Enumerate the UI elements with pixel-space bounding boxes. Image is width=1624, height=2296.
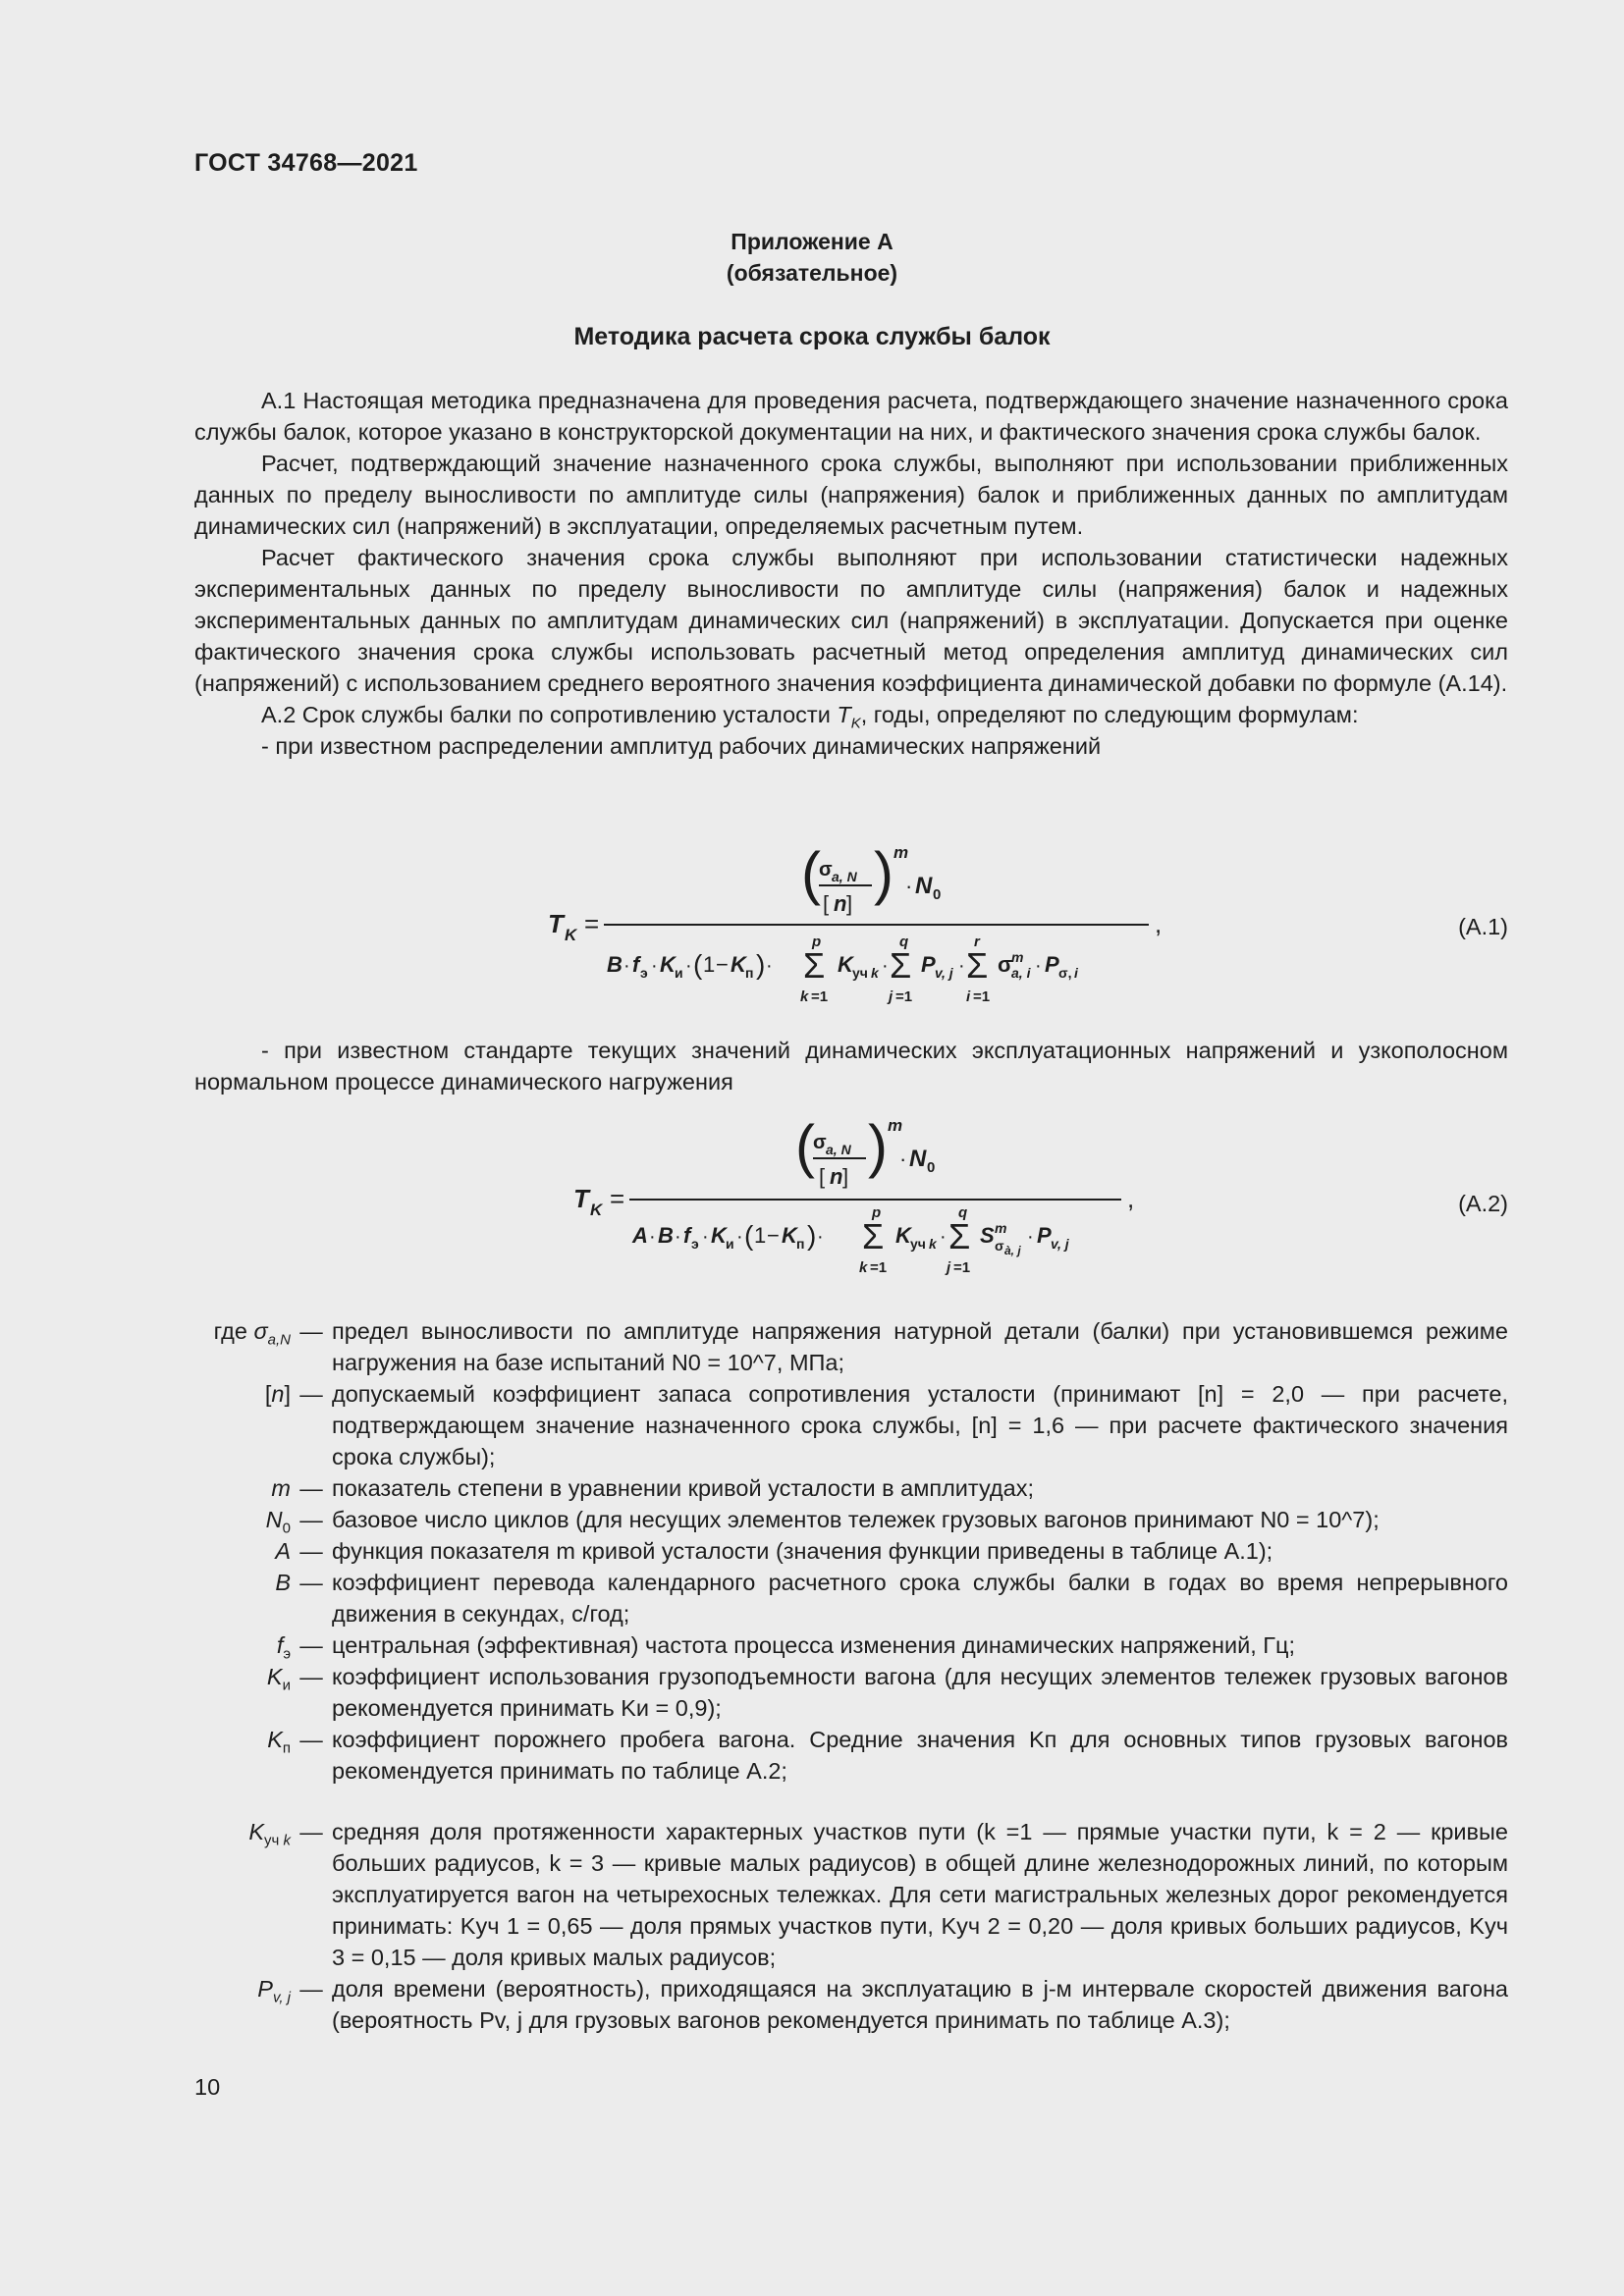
svg-text:0: 0 [927,1159,936,1176]
item-description: центральная (эффективная) частота процесса изменения динамических напряжений, Гц; [332,1632,1295,1658]
svg-text:K: K [895,1223,911,1248]
list-item: m — показатель степени в уравнении кривой усталости в амплитудах; [194,1472,1508,1504]
svg-text:·: · [958,955,965,977]
svg-text:уч: уч [910,1236,926,1252]
svg-text:j: j [889,988,893,1005]
svg-text:·: · [899,1147,907,1171]
svg-text:k: k [800,988,809,1005]
svg-text:(: ( [795,1117,815,1179]
svg-text:K: K [838,952,853,977]
svg-text:q: q [958,1204,968,1221]
svg-text:f: f [632,952,640,977]
where-lead: где [213,1318,247,1344]
page-number: 10 [194,2074,221,2100]
svg-text:(: ( [801,842,821,906]
svg-text:и: и [726,1236,734,1252]
svg-text:k: k [871,965,879,981]
svg-text:K: K [565,926,577,944]
formula-a1-number: (А.1) [1458,914,1508,939]
svg-text:[: [ [823,891,830,916]
svg-text:п: п [745,965,754,981]
item-description: коэффициент перевода календарного расчетного срока службы балки в годах во время непрерывного движения в секундах, с/год; [332,1570,1508,1627]
svg-text:и: и [675,965,683,981]
list-item: $K_{уч k}$ — средняя доля протяженности характерных участков пути (k =1 — прямые участки пути, k = 2 — кривые больших радиусов, k = 3 — кривые малых радиусов) в общей длине железнодорожных линий, по которым эксплуатируется вагон на четырехосных тележках. Для сети магистральных железных дорог рекомендуется принимать: Kуч 1 = 0,65 — доля прямых участков пути, Kуч 2 = 0,20 — доля кривых больших радиусов, Kуч 3 = 0,15 — доля кривых малых радиусов; [194,1816,1508,1973]
svg-text:p: p [812,934,822,950]
svg-text:P: P [1045,952,1059,977]
svg-text:k: k [929,1236,937,1252]
svg-text:B: B [607,952,623,977]
svg-text:·: · [766,955,773,977]
svg-text:f: f [683,1223,691,1248]
svg-text:−: − [716,952,729,977]
svg-text:·: · [1035,955,1042,977]
svg-text:K: K [782,1223,797,1248]
svg-text:K: K [731,952,746,977]
svg-text:э: э [691,1236,699,1252]
list-item: $N_0$ — базовое число циклов (для несущих элементов тележек грузовых вагонов принимают N0 = 10^7); [194,1504,1508,1535]
svg-text:): ) [807,1220,817,1251]
svg-text:Σ: Σ [948,1216,971,1256]
item-description: коэффициент порожнего пробега вагона. Средние значения Kп для основных типов грузовых вагонов рекомендуется принимать по таблице А.2; [332,1727,1508,1784]
list-item: $K_п$ — коэффициент порожнего пробега вагона. Средние значения Kп для основных типов грузовых вагонов рекомендуется принимать по таблице А.2; [194,1724,1508,1787]
svg-text:э: э [640,965,648,981]
svg-text:Σ: Σ [803,945,826,986]
svg-text:σ: σ [813,1132,827,1153]
formula-a1 [194,842,1508,1019]
svg-text:п: п [796,1236,805,1252]
svg-text:n: n [830,1164,843,1189]
svg-text:·: · [736,1226,743,1248]
svg-text:·: · [623,955,630,977]
svg-text:·: · [675,1226,681,1248]
svg-text:·: · [905,874,913,898]
svg-text:·: · [702,1226,709,1248]
svg-text:1: 1 [703,952,716,977]
list-item: [n] — допускаемый коэффициент запаса сопротивления усталости (принимают [n] = 2,0 — при расчете, подтверждающем значение назначенного срока службы, [n] = 1,6 — при расчете фактического значения срока службы); [194,1378,1508,1472]
svg-text:(: ( [693,949,703,980]
svg-text:·: · [817,1226,824,1248]
formula-a2-number: (А.2) [1458,1191,1508,1216]
item-description: средняя доля протяженности характерных участков пути (k =1 — прямые участки пути, k = 2 — кривые больших радиусов, k = 3 — кривые малых радиусов) в общей длине железнодорожных линий, по которым эксплуатируется вагон на четырехосных тележках. Для сети магистральных железных дорог рекомендуется принимать: Kуч 1 = 0,65 — доля прямых участков пути, Kуч 2 = 0,20 — доля кривых больших радиусов, Kуч 3 = 0,15 — доля кривых малых радиусов; [332,1819,1508,1970]
svg-text:K: K [660,952,676,977]
svg-text:·: · [1027,1226,1034,1248]
svg-text:·: · [882,955,889,977]
paragraph-a2: А.2 Срок службы балки по сопротивлению усталости $T_K$, годы, определяют по следующим формулам: [261,702,1359,732]
svg-text:B: B [658,1223,674,1248]
svg-text:v, j: v, j [935,965,953,981]
svg-text:m: m [893,843,909,862]
paragraph-actual: Расчет фактического значения срока службы выполняют при использовании статистически надежных экспериментальных данных по пределу выносливости по амплитуде силы (напряжения) балок и надежных экспериментальных данных по амплитудам динамических сил (напряжений) в эксплуатации. Допускается при оценке фактического значения срока службы использовать расчетный метод определения амплитуд динамических сил (напряжений) с использованием среднего вероятного значения коэффициента динамической добавки по формуле (А.14). [194,545,1508,696]
paragraph-case2: - при известном стандарте текущих значений динамических эксплуатационных напряжений и узкополосном нормальном процессе динамического нагружения [194,1038,1508,1095]
item-description: показатель степени в уравнении кривой усталости в амплитудах; [332,1475,1034,1501]
formula-a1-graphic [194,842,1508,1019]
annex-status: (обязательное) [726,260,898,286]
svg-text:−: − [767,1223,780,1248]
list-item: B — коэффициент перевода календарного расчетного срока службы балки в годах во время непрерывного движения в секундах, с/год; [194,1567,1508,1629]
case2-text [194,1035,1508,1097]
svg-text:·: · [649,1226,656,1248]
svg-text:): ) [756,949,766,980]
svg-text:·: · [685,955,692,977]
svg-text:Σ: Σ [966,945,989,986]
svg-text:m: m [1011,949,1024,965]
list-item: $f_э$ — центральная (эффективная) частота процесса изменения динамических напряжений, Гц; [194,1629,1508,1661]
svg-text:a, i: a, i [1011,965,1031,981]
item-description: коэффициент использования грузоподъемности вагона (для несущих элементов тележек грузовых вагонов рекомендуется принимать Kи = 0,9); [332,1664,1508,1721]
svg-text:,: , [1127,1184,1135,1213]
paragraph-approximate: Расчет, подтверждающий значение назначенного срока службы, выполняют при использовании приближенных данных по пределу выносливости по амплитуде силы (напряжения) балок и приближенных данных по амплитудам динамических сил (напряжений) в эксплуатации, определяемых расчетным путем. [194,451,1508,539]
svg-text:a, N: a, N [826,1142,851,1157]
svg-text:): ) [868,1117,888,1179]
svg-text:m: m [888,1117,903,1135]
svg-text:T: T [548,909,564,938]
annex-heading: Методика расчета срока службы балок [573,323,1051,350]
svg-text:A: A [632,1223,648,1248]
svg-text:0: 0 [933,886,942,903]
svg-text:T: T [573,1184,589,1213]
variable-list [194,1315,1508,2036]
list-item: A — функция показателя m кривой усталости (значения функции приведены в таблице А.1); [194,1535,1508,1567]
svg-text:σ: σ [819,859,833,881]
svg-text:p: p [872,1204,882,1221]
annex-title: Приложение А [731,229,893,254]
item-description: базовое число циклов (для несущих элементов тележек грузовых вагонов принимают N0 = 10^7); [332,1507,1380,1532]
svg-text:S: S [980,1223,995,1248]
svg-text:q: q [899,934,909,950]
svg-text:,: , [1155,909,1163,938]
svg-text:=1: =1 [811,988,829,1005]
svg-text:P: P [1037,1223,1052,1248]
paragraph-a1: А.1 Настоящая методика предназначена для проведения расчета, подтверждающего значение назначенного срока службы балок, которое указано в конструкторской документации на них, и фактического значения срока службы балок. [194,388,1508,445]
svg-text:Σ: Σ [862,1216,885,1256]
document-header: ГОСТ 34768—2021 [194,149,418,177]
svg-text:=1: =1 [953,1259,971,1276]
svg-text:P: P [921,952,936,977]
svg-text:σ: σ [995,1238,1004,1254]
svg-text:a, N: a, N [832,869,857,884]
list-item: $K_и$ — коэффициент использования грузоподъемности вагона (для несущих элементов тележек грузовых вагонов рекомендуется принимать Kи = 0,9); [194,1661,1508,1724]
svg-text:]: ] [842,1164,849,1189]
svg-text:i: i [966,988,971,1005]
svg-text:): ) [874,842,893,906]
paragraph-case1: - при известном распределении амплитуд рабочих динамических напряжений [261,733,1102,759]
svg-text:[: [ [819,1164,826,1189]
svg-text:i: i [1074,965,1078,981]
svg-text:Σ: Σ [890,945,912,986]
svg-text:K: K [711,1223,727,1248]
svg-text:·: · [651,955,658,977]
svg-text:k: k [859,1259,868,1276]
svg-text:уч: уч [852,965,868,981]
svg-text:=: = [584,909,600,938]
svg-text:σ,: σ, [1058,965,1072,981]
item-description: допускаемый коэффициент запаса сопротивления усталости (принимают [n] = 2,0 — при расчете, подтверждающем значение назначенного срока службы, [n] = 1,6 — при расчете фактического значения срока службы); [332,1381,1508,1469]
svg-text:j: j [947,1259,951,1276]
svg-text:(: ( [744,1220,754,1251]
svg-text:·: · [940,1226,947,1248]
svg-text:1: 1 [754,1223,767,1248]
item-description: предел выносливости по амплитуде напряжения натурной детали (балки) при установившемся режиме нагружения на базе испытаний N0 = 10^7, МПа; [332,1318,1508,1375]
svg-text:=1: =1 [895,988,913,1005]
item-description: функция показателя m кривой усталости (значения функции приведены в таблице А.1); [332,1538,1273,1564]
list-item: $P_{v, j}$ — доля времени (вероятность), приходящаяся на эксплуатацию в j-м интервале скоростей движения вагона (вероятность Pv, j для грузовых вагонов рекомендуется принимать по таблице А.3); [194,1973,1508,2036]
svg-text:=1: =1 [973,988,991,1005]
list-item: где $\sigma_{a,N}$ — предел выносливости по амплитуде напряжения натурной детали (балки) при установившемся режиме нагружения на базе испытаний N0 = 10^7, МПа; [194,1315,1508,1378]
formula-a2 [194,1117,1508,1284]
svg-text:v, j: v, j [1051,1236,1069,1252]
svg-text:=: = [610,1184,625,1213]
svg-text:n: n [834,891,847,916]
svg-text:K: K [590,1201,603,1219]
svg-text:à, j: à, j [1004,1244,1021,1257]
svg-text:r: r [974,934,980,950]
intro-text [194,385,1508,762]
item-description: доля времени (вероятность), приходящаяся на эксплуатацию в j-м интервале скоростей движения вагона (вероятность Pv, j для грузовых вагонов рекомендуется принимать по таблице А.3); [332,1976,1508,2033]
svg-text:=1: =1 [870,1259,888,1276]
svg-text:N: N [909,1146,927,1172]
formula-a2-graphic [194,1117,1508,1284]
svg-text:]: ] [846,891,853,916]
svg-text:N: N [915,873,933,899]
svg-text:m: m [995,1220,1007,1236]
svg-text:σ: σ [998,952,1013,977]
